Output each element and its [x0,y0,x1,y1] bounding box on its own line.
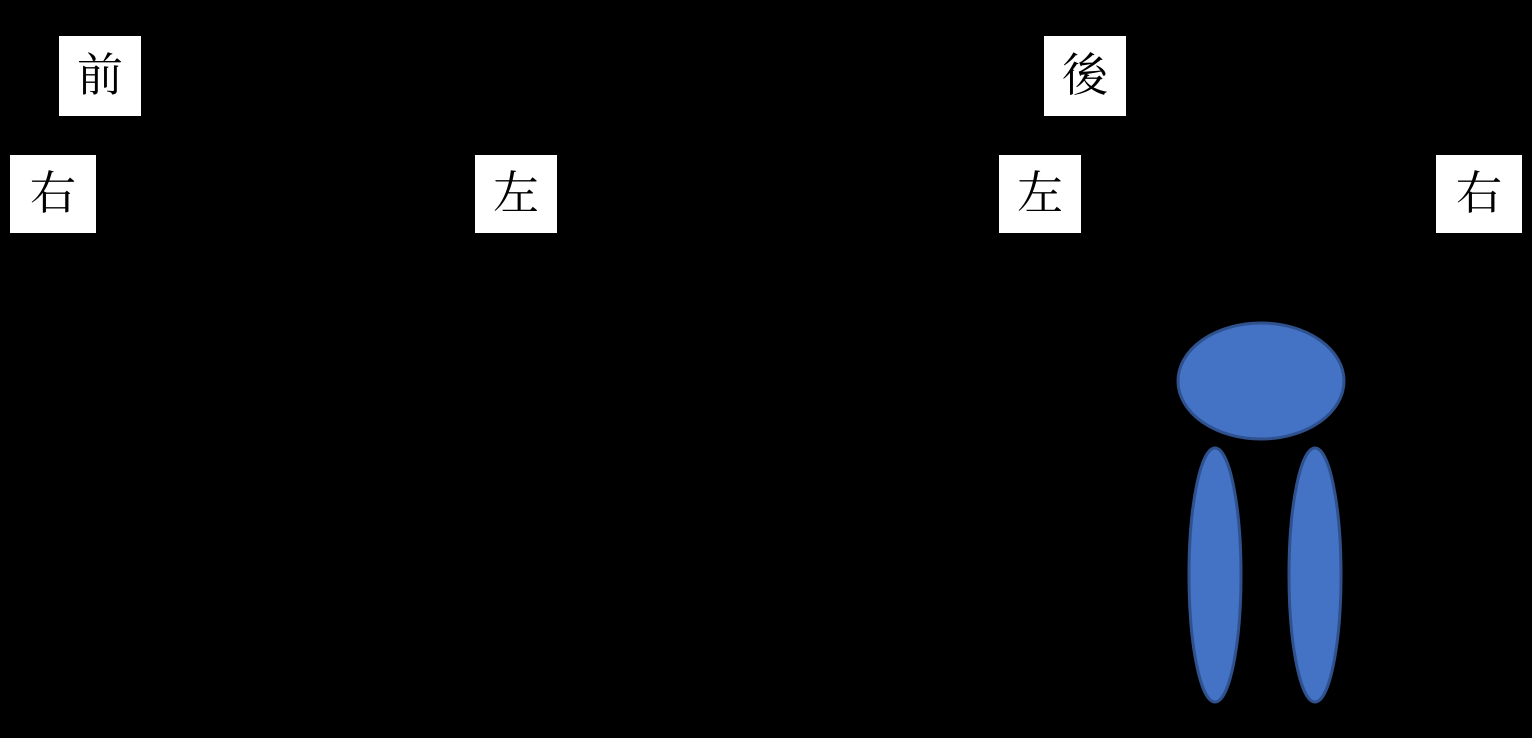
label-right-back-side: 右 [1436,155,1522,233]
figure-leg-left [1189,448,1241,702]
label-right-front-side: 右 [10,155,96,233]
figure-leg-right [1289,448,1341,702]
figure-head [1178,323,1344,439]
person-figure [1168,318,1354,706]
label-left-back-side: 左 [999,155,1081,233]
label-back: 後 [1044,36,1126,116]
label-left-front-side: 左 [475,155,557,233]
label-front: 前 [59,36,141,116]
